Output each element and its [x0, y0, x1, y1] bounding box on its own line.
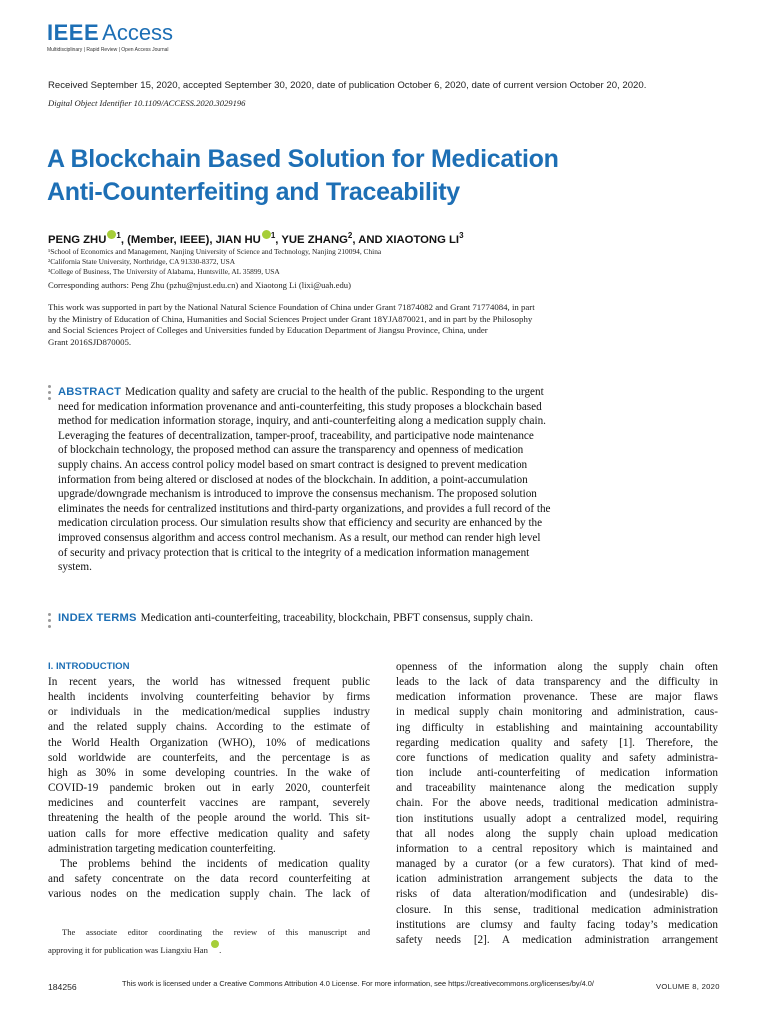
body-line: openness of the information along the supply chain often [396, 661, 718, 673]
abstract-heading: ABSTRACT [58, 386, 122, 398]
abstract-line: information from being altered or disclosed at nodes of the blockchain. In addition, a point-accumulation [58, 473, 528, 486]
abstract-line: improved consensus algorithm and access control mechanism. As a result, our method can render high level [58, 531, 541, 544]
body-line: various nodes on the medication supply chain. The lack of [48, 888, 370, 901]
body-line: institutions are clumsy and faulty facing today’s medication [396, 918, 718, 931]
body-line: sold worldwide are counterfeits, and the percentage is as [48, 751, 370, 764]
orcid-icon[interactable] [262, 230, 271, 239]
body-line: that all nodes along the supply chain upload medication [396, 827, 718, 840]
affiliation: ²California State University, Northridge, CA 91330-8372, USA [48, 257, 236, 266]
body-line: core functions of medication quality and safety administra- [396, 751, 718, 764]
title-line-1: A Blockchain Based Solution for Medication [47, 145, 559, 173]
body-line: In recent years, the world has witnessed frequent public [48, 676, 370, 688]
funding-line: by the Ministry of Education of China, Humanities and Social Sciences Project under Grant 18YJA870021, and in part by the Philosophy [48, 313, 533, 324]
body-line: leads to the lack of data transparency and the difficulty in [396, 676, 718, 689]
body-line: ing difficulty in establishing and maintaining accountability [396, 721, 718, 734]
body-line: managed by a curator (or a few curators). That kind of med- [396, 858, 718, 871]
abstract-text: Medication quality and safety are crucial to the health of the public. Responding to the urgent [125, 386, 544, 398]
index-terms-text: Medication anti-counterfeiting, traceability, blockchain, PBFT consensus, supply chain. [140, 612, 534, 624]
body-line: The problems behind the incidents of medication quality [60, 857, 370, 870]
body-line: uation calls for more effective medication quality and safety [48, 827, 370, 840]
funding-line: This work was supported in part by the National Natural Science Foundation of China under Grant 71874082 and Grant 71774084, in part [48, 302, 535, 312]
footnote-line: The associate editor coordinating the review of this manuscript and [62, 927, 370, 937]
abstract-line: supply chains. An access control policy model based on smart contract is designed to prevent medication [58, 458, 528, 471]
index-terms-heading: INDEX TERMS [58, 612, 137, 624]
body-line: and traceability maintenance along the medication supply [396, 782, 718, 795]
abstract-line: upgrade/downgrade mechanism is introduced to improve the consensus mechanism. The proposed solution [58, 488, 537, 501]
journal-tagline: Multidisciplinary | Rapid Review | Open Access Journal [47, 47, 169, 53]
received-dates: Received September 15, 2020, accepted September 30, 2020, date of publication October 6, 2020, date of current version October 20, 2020. [48, 80, 647, 91]
author-name: YUE ZHANG [281, 234, 348, 246]
journal-name-bold: IEEE [47, 20, 100, 45]
license-notice[interactable]: This work is licensed under a Creative Commons Attribution 4.0 License. For more information, see https://creativecommons.org/licenses/by/4.0/ [122, 979, 594, 988]
body-line: the World Health Organization (WHO), 10% of medications [48, 736, 370, 749]
corresponding-authors: Corresponding authors: Peng Zhu (pzhu@njust.edu.cn) and Xiaotong Li (lixi@uah.edu) [48, 280, 351, 290]
body-line: ication administration arrangement subjects the data to the [396, 873, 718, 886]
orcid-icon[interactable] [211, 940, 219, 948]
body-line: closure. In this sense, traditional medication administration [396, 903, 718, 916]
abstract-line: medication circulation process. Our simulation results show that efficiency and security are enhanced by the [58, 517, 543, 530]
body-line: threatening the health of the people around the world. This sit- [48, 812, 370, 825]
title-line-2: Anti-Counterfeiting and Traceability [47, 178, 460, 206]
page-number: 184256 [48, 982, 77, 992]
abstract-line: system. [58, 561, 92, 574]
footnote-period: . [219, 945, 222, 955]
journal-logo [47, 22, 173, 53]
doi: Digital Object Identifier 10.1109/ACCESS.2020.3029196 [48, 98, 246, 108]
body-line: medication information provenance. These are major flaws [396, 691, 718, 704]
body-line: and safety concentrate on the data record counterfeiting at [48, 873, 370, 886]
funding-statement [48, 302, 728, 348]
abstract-line: need for medication information provenance and anti-counterfeiting, this study proposes a blockchain based [58, 400, 542, 413]
body-line: medicines and counterfeit vaccines are rampant, severely [48, 797, 370, 810]
body-line: in medical supply chain monitoring and administration, caus- [396, 706, 718, 719]
body-line: or individuals in the medication/medical supplies industry [48, 706, 370, 719]
body-line: COVID-19 pandemic broken out in early 2020, counterfeit [48, 782, 370, 795]
paper-title [47, 143, 727, 209]
affiliation: ³College of Business, The University of Alabama, Huntsville, AL 35899, USA [48, 267, 280, 276]
volume-label: VOLUME 8, 2020 [656, 982, 720, 991]
index-terms [58, 612, 533, 624]
body-line: administration targeting medication counterfeiting. [48, 842, 276, 855]
body-line: tion include anti-counterfeiting of medication information [396, 767, 718, 780]
body-line: high as 30% in some developing countries. In the wake of [48, 766, 370, 779]
body-line: tion institutions usually adopt a centralized model, requiring [396, 812, 718, 825]
affiliations [48, 247, 381, 277]
funding-line: Grant 2016SJD870005. [48, 336, 132, 347]
author-affil-mark: 2 [347, 231, 353, 241]
author-affil-mark: 1 [116, 231, 121, 241]
editor-footnote [48, 925, 370, 958]
abstract-line: of security and privacy protection that is critical to the integrity of a medication information management [58, 546, 530, 559]
footnote-line-2 [48, 940, 370, 958]
author-membership: , (Member, IEEE), [120, 234, 216, 246]
abstract-marker-icon [48, 385, 51, 403]
abstract [58, 385, 728, 575]
footnote-text: approving it for publication was Liangxiu Han [48, 945, 208, 955]
abstract-line: method for medication information storage, inquiry, and anti-counterfeiting along a medication supply chain. [58, 415, 546, 428]
body-line: regarding medication quality and safety [1]. Therefore, the [396, 736, 718, 749]
index-terms-marker-icon [48, 613, 51, 631]
body-line: chain. For the above needs, traditional medication administra- [396, 797, 718, 810]
section-heading: I. INTRODUCTION [48, 661, 130, 672]
author-separator: , AND [352, 234, 386, 246]
body-line: and the related supply chains. According to the estimate of [48, 721, 370, 734]
author-affil-mark: 3 [459, 231, 464, 241]
affiliation: ¹School of Economics and Management, Nanjing University of Science and Technology, Nanjing 210094, China [48, 247, 382, 256]
body-line: information to a central repository which is maintained and [396, 842, 718, 855]
abstract-first-line [58, 385, 728, 400]
abstract-line: of blockchain technology, the proposed method can assure the transparency and openness of medication [58, 444, 524, 457]
abstract-line: eliminates the needs for centralized institutions and third-party organizations, and provides a full record of the [58, 502, 551, 515]
right-column-body [396, 660, 718, 948]
author-list [48, 230, 464, 246]
funding-line: and Social Sciences Project of Colleges and Universities funded by Education Department of Jiangsu Province, China, under [48, 325, 488, 336]
author-name: JIAN HU [215, 234, 261, 246]
body-line: health incidents involving counterfeiting behavior by firms [48, 691, 370, 704]
abstract-line: Leveraging the features of decentralization, tamper-proof, traceability, and participative node maintenance [58, 429, 534, 442]
body-line: risks of data alteration/modification and (undesirable) dis- [396, 888, 718, 901]
author-separator: , [275, 234, 282, 246]
body-line: safety needs [2]. A medication administration arrangement [396, 933, 718, 946]
author-name: PENG ZHU [48, 234, 107, 246]
left-column-body [48, 675, 370, 902]
author-name: XIAOTONG LI [385, 234, 460, 246]
journal-name-light: Access [102, 20, 174, 45]
author-affil-mark: 1 [270, 231, 276, 241]
